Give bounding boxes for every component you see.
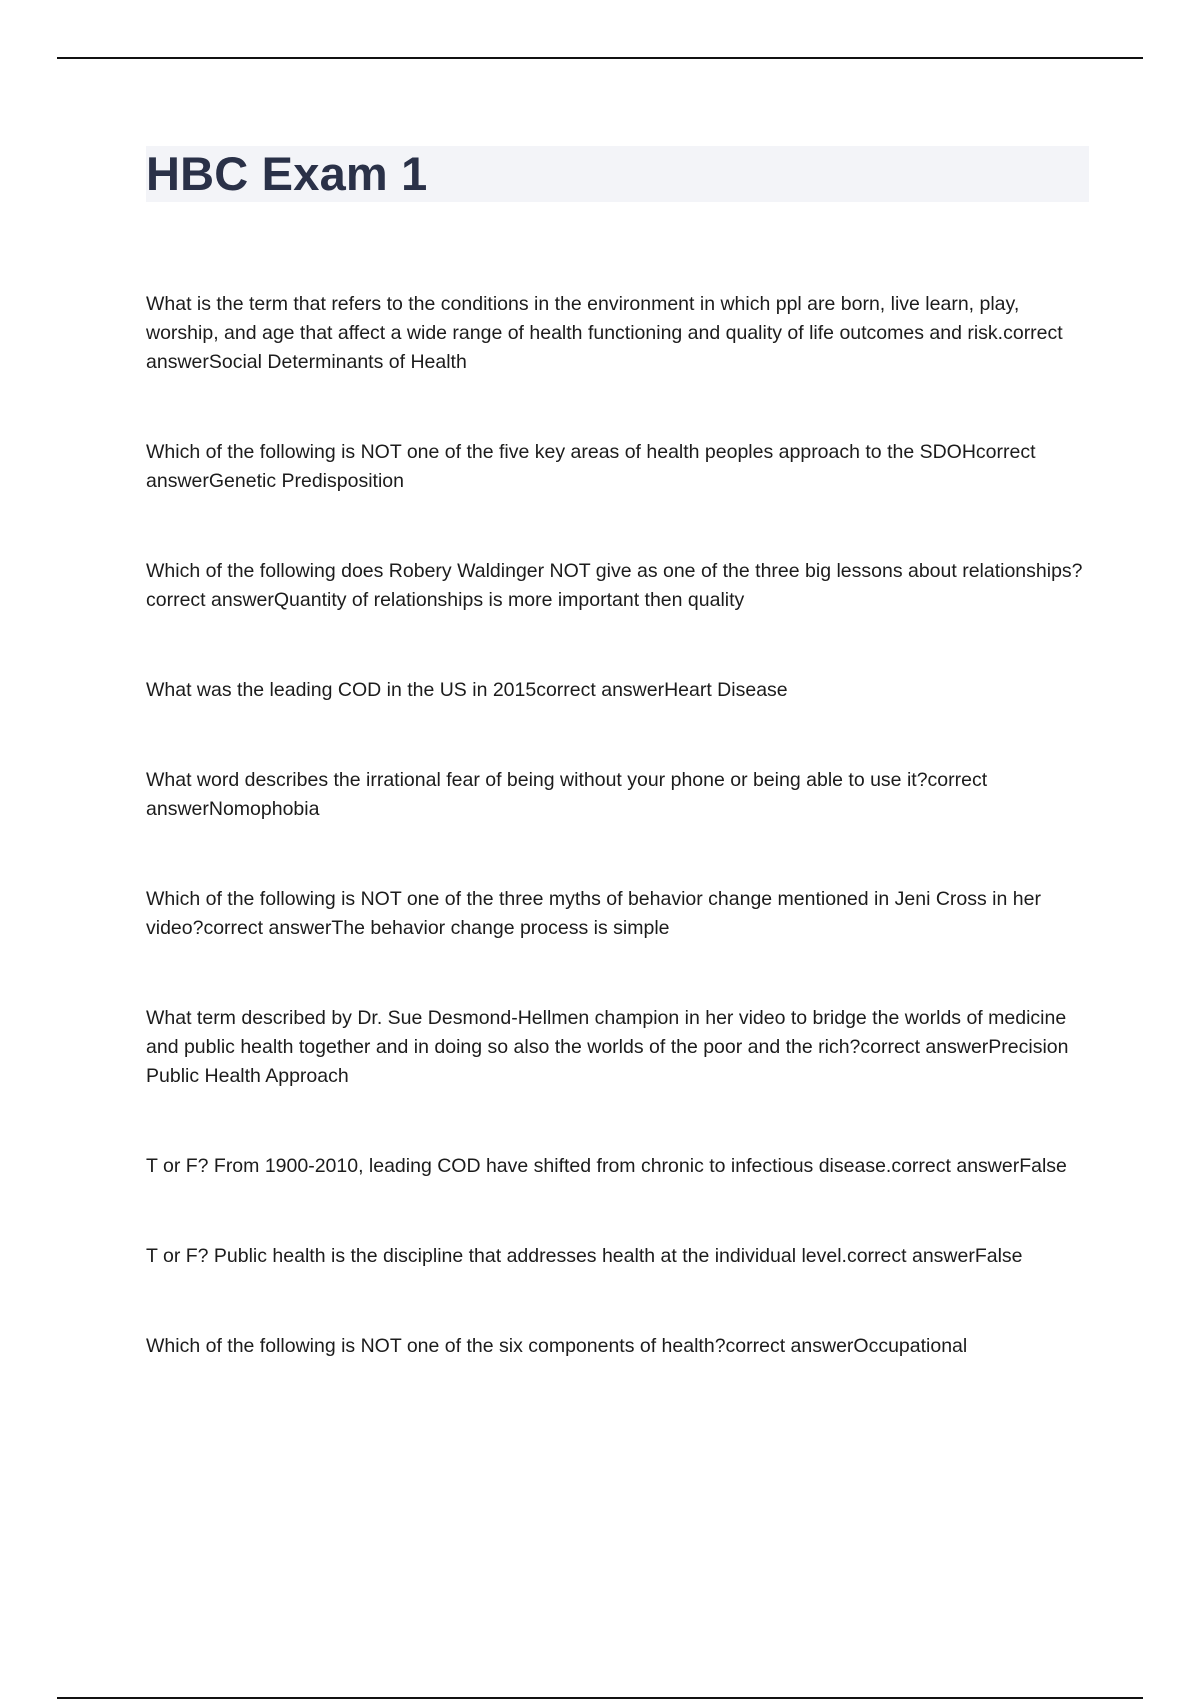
qa-item-4: What was the leading COD in the US in 2015correct answerHeart Disease bbox=[146, 679, 788, 701]
qa-item-1: What is the term that refers to the conditions in the environment in which ppl are born, live learn, play, worship, and age that affect a wide range of health functioning and quality of life outcomes and risk.correct answerSocial Determinants of Health bbox=[146, 293, 1063, 373]
page-title: HBC Exam 1 bbox=[146, 147, 428, 200]
qa-item-5: What word describes the irrational fear of being without your phone or being able to use it?correct answerNomophobia bbox=[146, 769, 988, 820]
qa-item-6: Which of the following is NOT one of the three myths of behavior change mentioned in Jeni Cross in her video?correct answerThe behavior change process is simple bbox=[146, 888, 1041, 939]
qa-item-8: T or F? From 1900-2010, leading COD have shifted from chronic to infectious disease.correct answerFalse bbox=[146, 1155, 1067, 1177]
qa-item-2: Which of the following is NOT one of the five key areas of health peoples approach to the SDOHcorrect answerGenetic Predisposition bbox=[146, 441, 1036, 492]
qa-item-7: What term described by Dr. Sue Desmond-Hellmen champion in her video to bridge the worlds of medicine and public health together and in doing so also the worlds of the poor and the rich?correct answerPrecision Public Health Approach bbox=[146, 1007, 1069, 1087]
qa-item-3: Which of the following does Robery Waldinger NOT give as one of the three big lessons about relationships?correct answerQuantity of relationships is more important then quality bbox=[146, 560, 1083, 611]
title-banner bbox=[146, 146, 1089, 202]
qa-item-10: Which of the following is NOT one of the six components of health?correct answerOccupational bbox=[146, 1335, 968, 1357]
bottom-rule bbox=[57, 1697, 1143, 1699]
qa-item-9: T or F? Public health is the discipline that addresses health at the individual level.correct answerFalse bbox=[146, 1245, 1023, 1267]
top-rule bbox=[57, 57, 1143, 59]
qa-list bbox=[146, 290, 1091, 1361]
